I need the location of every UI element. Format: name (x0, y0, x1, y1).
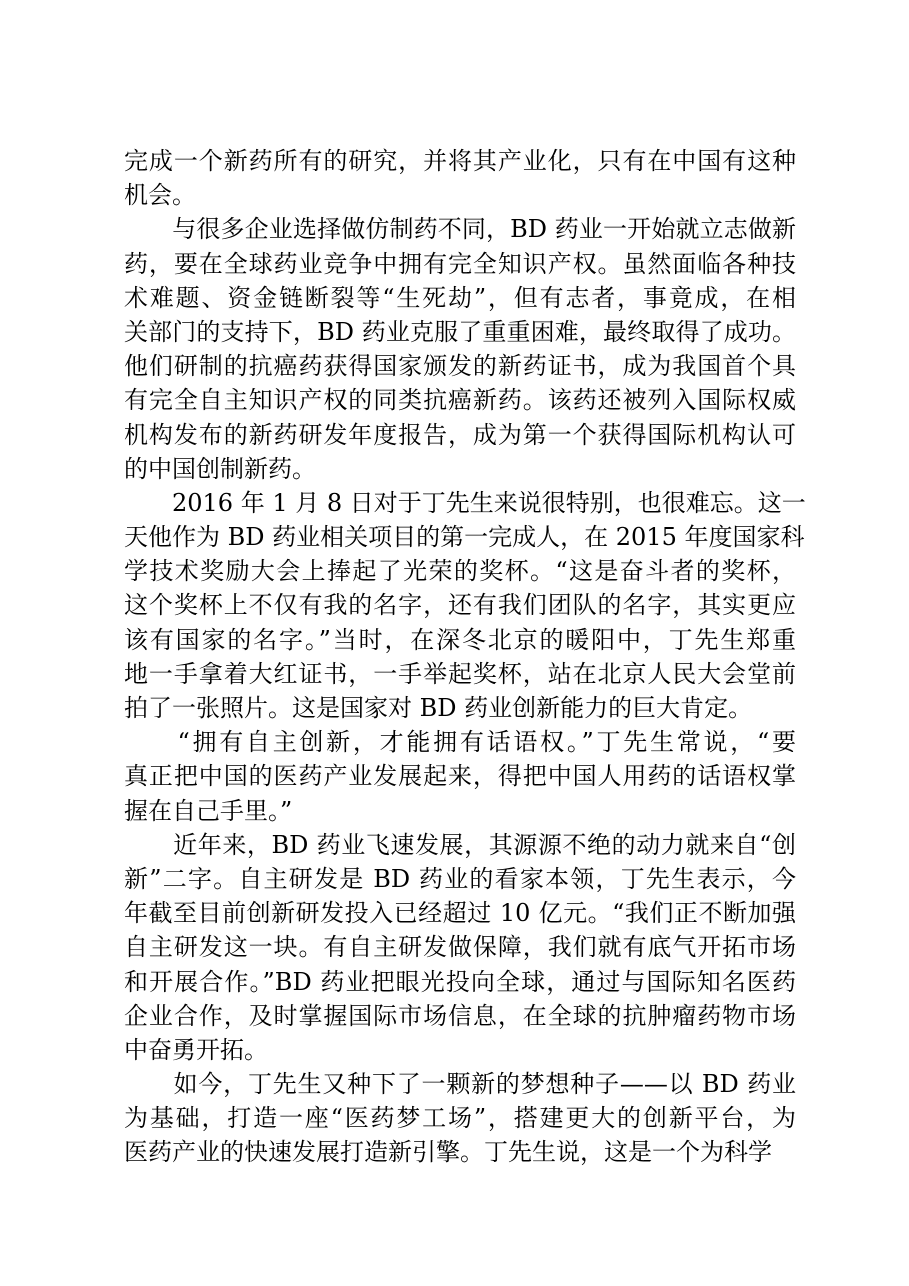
text-line: 他们研制的抗癌药获得国家颁发的新药证书，成为我国首个具 (124, 352, 796, 381)
paragraph (124, 486, 806, 725)
paragraph (124, 1067, 796, 1170)
text-line: 学技术奖励大会上捧起了光荣的奖杯。“这是奋斗者的奖杯， (124, 557, 796, 586)
text-line: 有完全自主知识产权的同类抗癌新药。该药还被列入国际权威 (124, 386, 796, 415)
text-line: 术难题、资金链断裂等“生死劫”，但有志者，事竟成，在相 (124, 283, 796, 312)
paragraph (124, 144, 796, 212)
text-line: 年截至目前创新研发投入已经超过 10 亿元。“我们正不断加强 (124, 899, 796, 928)
text-line: 和开展合作。”BD 药业把眼光投向全球，通过与国际知名医药 (124, 967, 796, 996)
text-line: 握在自己手里。” (124, 796, 293, 825)
text-line: 如今，丁先生又种下了一颗新的梦想种子——以 BD 药业 (124, 1070, 796, 1099)
text-line: 药，要在全球药业竞争中拥有完全知识产权。虽然面临各种技 (124, 249, 796, 278)
text-line: 近年来，BD 药业飞速发展，其源源不绝的动力就来自“创 (124, 830, 796, 859)
text-line: 自主研发这一块。有自主研发做保障，我们就有底气开拓市场 (124, 933, 796, 962)
text-line: 该有国家的名字。”当时，在深冬北京的暖阳中，丁先生郑重 (124, 625, 796, 654)
text-line: 天他作为 BD 药业相关项目的第一完成人，在 2015 年度国家科 (124, 523, 805, 552)
article-body (124, 144, 806, 1170)
paragraph (124, 725, 796, 828)
text-line: 关部门的支持下，BD 药业克服了重重困难，最终取得了成功。 (124, 317, 796, 346)
paragraph (124, 212, 796, 486)
text-line: 新”二字。自主研发是 BD 药业的看家本领，丁先生表示，今 (124, 864, 796, 893)
paragraph (124, 828, 796, 1067)
text-line: 为基础，打造一座“医药梦工场”，搭建更大的创新平台，为 (124, 1104, 796, 1133)
text-line: 这个奖杯上不仅有我的名字，还有我们团队的名字，其实更应 (124, 591, 796, 620)
text-line: 机构发布的新药研发年度报告，成为第一个获得国际机构认可 (124, 420, 796, 449)
text-line: 拍了一张照片。这是国家对 BD 药业创新能力的巨大肯定。 (124, 694, 753, 722)
text-line: 企业合作，及时掌握国际市场信息，在全球的抗肿瘤药物市场 (124, 1001, 796, 1030)
text-line: 医药产业的快速发展打造新引擎。丁先生说，这是一个为科学 (124, 1138, 772, 1167)
text-line: 机会。 (124, 181, 196, 210)
text-line: 真正把中国的医药产业发展起来，得把中国人用药的话语权掌 (124, 762, 796, 791)
text-line: 2016 年 1 月 8 日对于丁先生来说很特别，也很难忘。这一 (124, 488, 806, 517)
text-line: 与很多企业选择做仿制药不同，BD 药业一开始就立志做新 (124, 215, 796, 244)
text-line: 中奋勇开拓。 (124, 1035, 268, 1064)
text-line: 的中国创制新药。 (124, 454, 316, 483)
text-line: 地一手拿着大红证书，一手举起奖杯，站在北京人民大会堂前 (124, 659, 796, 688)
text-line: 完成一个新药所有的研究，并将其产业化，只有在中国有这种 (124, 147, 796, 175)
text-line: “拥有自主创新，才能拥有话语权。”丁先生常说，“要 (124, 728, 796, 757)
